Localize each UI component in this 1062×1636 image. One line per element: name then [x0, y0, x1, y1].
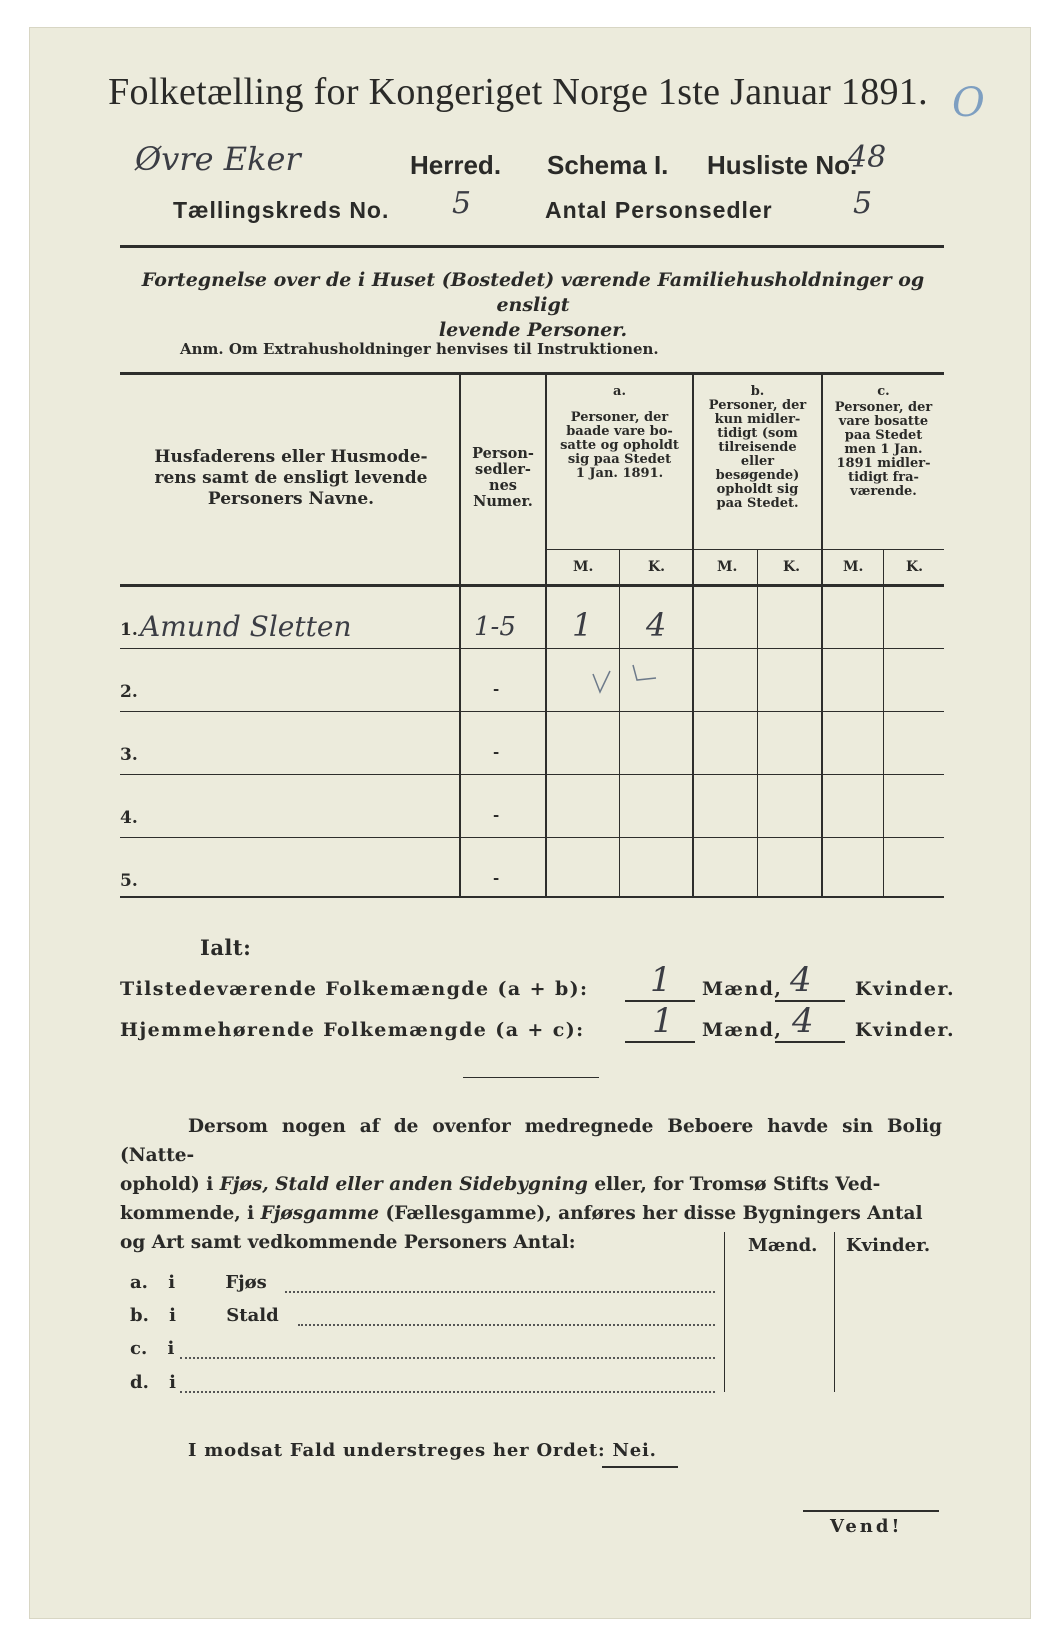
mk-header-rule [694, 549, 821, 550]
mk-header-rule [547, 549, 692, 550]
fill-line [775, 1041, 845, 1043]
building-row-b: b. i Stald [130, 1305, 279, 1326]
dotted-leader [298, 1324, 715, 1326]
husliste-number: 48 [848, 140, 887, 175]
annotation-note: Anm. Om Extrahusholdninger henvises til Instruktionen. [180, 340, 659, 358]
row-personsedler: - [493, 869, 500, 887]
totals-label: Ialt: [200, 935, 252, 960]
sub-head-m: M. [717, 559, 738, 575]
tilstede-maend-value: 1 [650, 960, 672, 1000]
row-number: 5. [120, 871, 138, 891]
maend-label: Mænd, [702, 978, 783, 1000]
dotted-leader [285, 1291, 715, 1293]
sub-head-m: M. [573, 559, 594, 575]
col-head-a: a. Personer, der baade vare bo- satte og opholdt sig paa Stedet 1 Jan. 1891. [560, 384, 679, 481]
kvinder-label: Kvinder. [855, 1019, 956, 1041]
header-divider [120, 245, 944, 248]
fill-line [625, 1041, 695, 1043]
intro-text: Fortegnelse over de i Huset (Bostedet) værende Familiehusholdninger og ensligt levende Personer. [141, 269, 925, 341]
row-personsedler: 1-5 [474, 612, 516, 642]
antal-personsedler-value: 5 [853, 186, 873, 221]
nei-underline [602, 1466, 678, 1468]
hjemme-maend-value: 1 [652, 1001, 674, 1041]
col-head-personsedler: Person- sedler- nes Numer. [472, 445, 534, 510]
vend-label: Vend! [830, 1516, 903, 1537]
taellingskreds-number: 5 [452, 186, 472, 221]
husliste-label: Husliste No. [707, 150, 858, 180]
tilstede-kvinder-value: 4 [790, 960, 812, 1000]
col-divider-thin [757, 550, 758, 896]
col-head-b: b. Personer, der kun midler- tidigt (som tilreisende eller besøgende) opholdt sig paa Stedet. [708, 384, 807, 511]
sub-head-k: K. [783, 559, 801, 575]
kvinder-label: Kvinder. [855, 978, 956, 1000]
row-number: 2. [120, 682, 138, 702]
mk-header-rule [823, 549, 944, 550]
row-rule [120, 648, 944, 649]
row-a-m: 1 [572, 606, 593, 644]
check-mark-icon [630, 662, 660, 686]
margin-mark: O [952, 80, 985, 126]
row-a-k: 4 [646, 606, 667, 644]
maend-column-head: Mænd. [748, 1235, 818, 1256]
check-mark-icon [590, 668, 614, 696]
col-divider [459, 374, 461, 896]
building-row-d: d. i [130, 1372, 176, 1393]
form-title: Folketælling for Kongeriget Norge 1ste Januar 1891. [108, 71, 928, 113]
col-divider [834, 1232, 835, 1392]
row-rule [120, 711, 944, 712]
dotted-leader [180, 1357, 715, 1359]
kvinder-column-head: Kvinder. [846, 1235, 931, 1256]
row-name-handwritten: Amund Sletten [140, 610, 352, 643]
section-divider [463, 1077, 599, 1078]
sub-head-k: K. [906, 559, 924, 575]
taellingskreds-label: Tællingskreds No. [173, 197, 390, 223]
row-number: 4. [120, 808, 138, 828]
col-divider [724, 1232, 725, 1392]
row-number: 3. [120, 745, 138, 765]
row-rule [120, 837, 944, 838]
nei-instruction: I modsat Fald understreges her Ordet: Nei. [188, 1440, 657, 1461]
sub-head-m: M. [843, 559, 864, 575]
col-head-names: Husfaderens eller Husmode- rens samt de ensligt levende Personers Navne. [154, 447, 428, 509]
maend-label: Mænd, [702, 1019, 783, 1041]
dotted-leader [180, 1391, 715, 1393]
building-row-a: a. i Fjøs [130, 1272, 267, 1293]
row-number: 1. [120, 620, 138, 640]
row-rule [120, 774, 944, 775]
hjemme-label: Hjemmehørende Folkemængde (a + c): [120, 1019, 585, 1041]
row-personsedler: - [493, 743, 500, 761]
row-personsedler: - [493, 806, 500, 824]
herred-name-handwritten: Øvre Eker [135, 140, 301, 178]
schema-label: Schema I. [547, 150, 669, 180]
col-divider-thin [883, 550, 884, 896]
row-personsedler: - [493, 680, 500, 698]
vend-rule [803, 1510, 939, 1512]
census-form-sheet [30, 28, 1030, 1618]
col-head-c: c. Personer, der vare bosatte paa Stedet men 1 Jan. 1891 midler- tidigt fra- værende. [834, 384, 933, 499]
antal-personsedler-label: Antal Personsedler [545, 197, 773, 223]
hjemme-kvinder-value: 4 [792, 1001, 814, 1041]
outbuildings-paragraph: Dersom nogen af de ovenfor medregnede Beboere havde sin Bolig (Natte- ophold) i Fjøs, Stald eller anden Sidebygning eller, for Tromsø Stifts Ved- kommende, i Fjøsgamme (Fællesgamme), anføres her disse Bygningers Antal og Art samt vedkommende Personers Antal: [120, 1116, 942, 1253]
tilstede-label: Tilstedeværende Folkemængde (a + b): [120, 978, 589, 1000]
col-divider-thin [619, 550, 620, 896]
building-row-c: c. i [130, 1338, 175, 1359]
herred-label: Herred. [410, 150, 502, 180]
sub-head-k: K. [648, 559, 666, 575]
table-bottom-rule [120, 896, 944, 898]
